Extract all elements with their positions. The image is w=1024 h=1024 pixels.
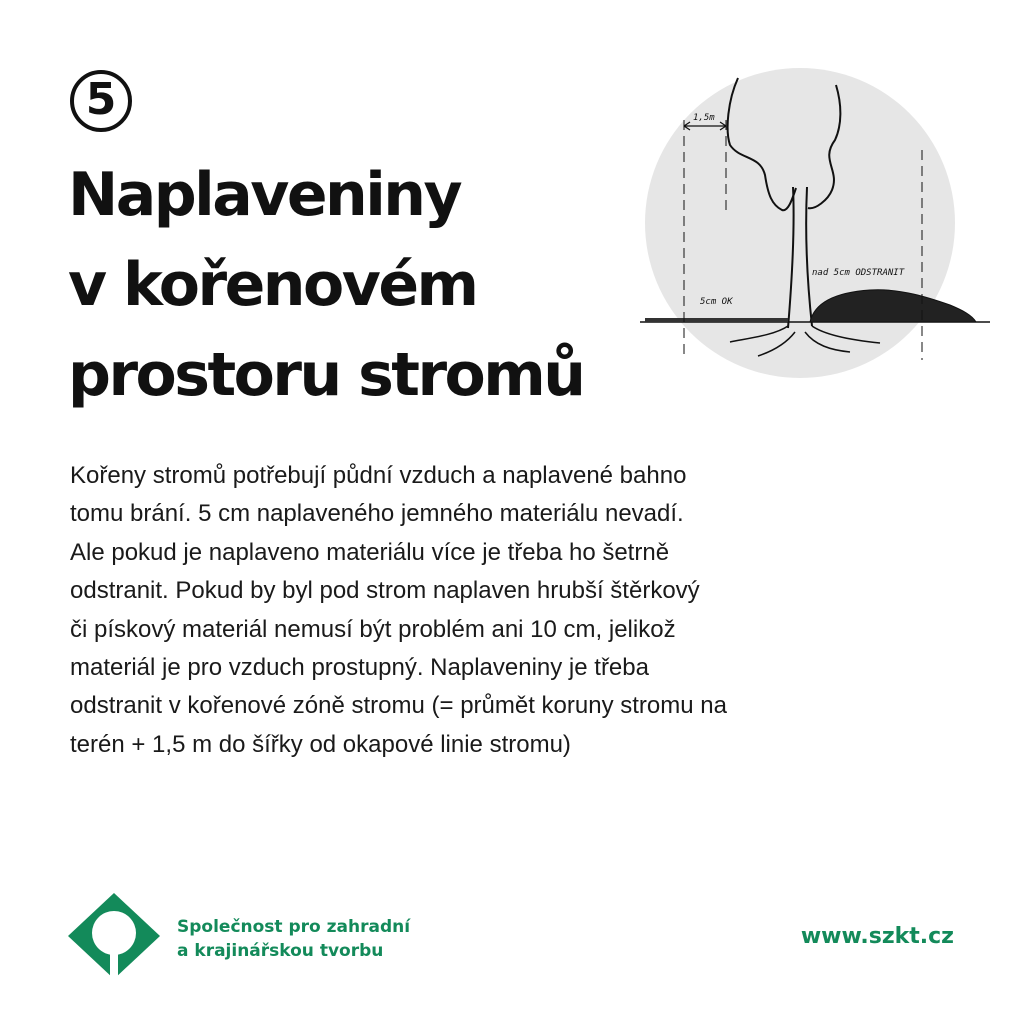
body-line-1: Kořeny stromů potřebují půdní vzduch a naplavené bahno (70, 462, 687, 489)
title-line-2: v kořenovém (68, 250, 477, 320)
title-line-1: Naplaveniny (68, 160, 461, 230)
distance-label: 1,5m (693, 113, 715, 123)
title-line-3: prostoru stromů (68, 340, 584, 410)
org-line-2: a krajinářskou tvorbu (177, 941, 384, 961)
body-line-6: materiál je pro vzduch prostupný. Naplaveniny je třeba (70, 654, 649, 682)
organization-name (177, 915, 410, 963)
body-line-3: Ale pokud je naplaveno materiálu více je třeba ho šetrně (70, 538, 670, 566)
ok-label: 5cm OK (700, 297, 733, 307)
body-line-4: odstranit. Pokud by byl pod strom naplaven hrubší štěrkový (70, 577, 700, 605)
body-line-8: terén + 1,5 m do šířky od okapové linie stromu) (70, 730, 571, 758)
page-title (68, 150, 584, 420)
body-line-7: odstranit v kořenové zóně stromu (= průmět koruny stromu na (70, 692, 727, 720)
body-text (70, 457, 830, 764)
remove-label: nad 5cm ODSTRANIT (812, 268, 905, 278)
org-line-1: Společnost pro zahradní (177, 917, 411, 937)
body-line-5: či pískový materiál nemusí být problém ani 10 cm, jelikož (70, 615, 676, 643)
sediment-thin (645, 318, 788, 322)
tree-sediment-sketch-icon (600, 60, 1000, 380)
body-line-2: tomu brání. 5 cm naplaveného jemného materiálu nevadí. (70, 500, 684, 528)
step-number: 5 (85, 74, 117, 125)
background-circle (645, 68, 955, 378)
website-link[interactable]: www.szkt.cz (800, 924, 954, 949)
step-number-badge (70, 70, 132, 132)
szkt-logo-icon (68, 893, 160, 979)
